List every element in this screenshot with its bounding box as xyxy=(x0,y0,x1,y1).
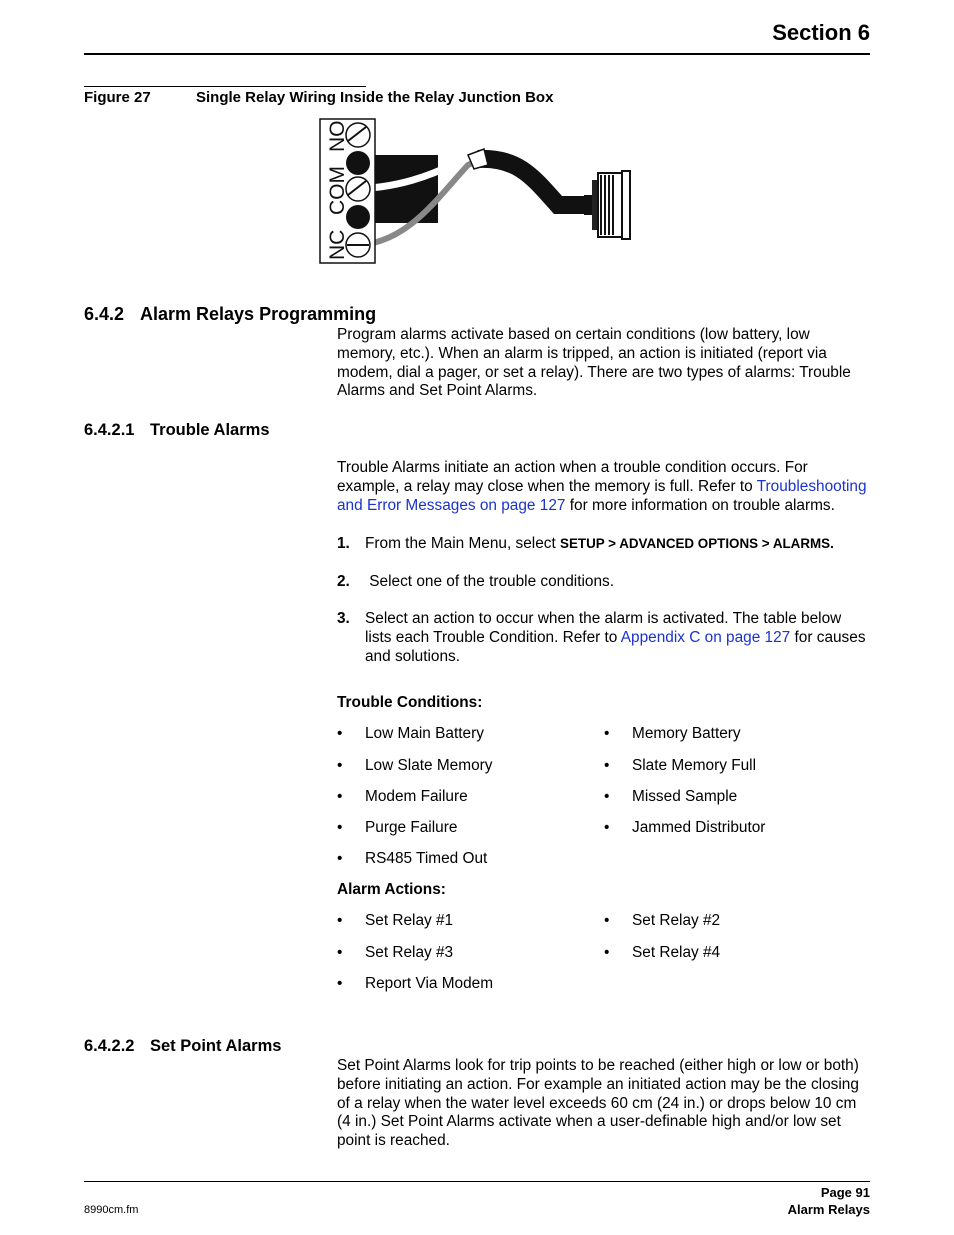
step-number: 3. xyxy=(337,610,350,627)
step-text xyxy=(365,610,870,666)
step-number: 1. xyxy=(337,535,350,552)
appendix-c-link[interactable]: Appendix C on page 127 xyxy=(620,628,791,646)
section-6-4-2-heading xyxy=(84,304,376,325)
bullet-icon: • xyxy=(604,757,610,774)
section-heading: Section 6 xyxy=(772,20,870,45)
bullet-icon: • xyxy=(337,757,343,774)
heading-number: 6.4.2.2 xyxy=(84,1037,135,1055)
trouble-condition-item-label: Memory Battery xyxy=(632,725,741,742)
text: Trouble Alarms initiate an action when a trouble condition occurs. For example, a relay may close when the memory is full. Refer to xyxy=(337,459,808,495)
trouble-condition-item-label: Low Slate Memory xyxy=(365,757,493,774)
text: Select an action to occur when the alarm is activated. The table below lists each Trouble Condition. Refer to xyxy=(365,610,842,646)
trouble-condition-item-label: Modem Failure xyxy=(365,788,468,805)
figure-caption xyxy=(84,89,553,106)
bullet-icon: • xyxy=(337,912,343,929)
page-number: Page 91 xyxy=(820,1185,870,1200)
bullet-icon: • xyxy=(337,850,343,867)
bullet-icon: • xyxy=(604,912,610,929)
terminal-hole-icon xyxy=(346,151,370,175)
figure-number: Figure 27 xyxy=(84,89,151,106)
heading-title: Alarm Relays Programming xyxy=(140,304,377,324)
trouble-condition-item-label: Low Main Battery xyxy=(365,725,484,742)
bullet-icon: • xyxy=(337,788,343,805)
alarm-action-item-label: Report Via Modem xyxy=(365,975,494,992)
figure-rule xyxy=(84,86,366,87)
bullet-icon: • xyxy=(337,975,343,992)
bullet-icon: • xyxy=(604,819,610,836)
trouble-condition-item-label: Slate Memory Full xyxy=(632,757,757,774)
terminal-hole-icon xyxy=(346,205,370,229)
trouble-condition-item-label: Purge Failure xyxy=(365,819,458,836)
cable xyxy=(478,159,590,205)
text: for causes and solutions. xyxy=(365,628,866,665)
figure-title: Single Relay Wiring Inside the Relay Junction Box xyxy=(196,89,554,106)
screw-no-icon xyxy=(346,123,370,147)
trouble-conditions-label: Trouble Conditions: xyxy=(337,694,483,711)
alarm-action-item-label: Set Relay #2 xyxy=(632,912,721,929)
heading-number: 6.4.2 xyxy=(84,304,125,324)
text: From the Main Menu, select xyxy=(365,535,561,552)
label-com: COM xyxy=(326,166,349,215)
footer-section: Alarm Relays xyxy=(787,1202,870,1217)
trouble-condition-item-label: RS485 Timed Out xyxy=(365,850,488,867)
alarm-relays-paragraph: Program alarms activate based on certain conditions (low battery, low memory, etc.). When an alarm is tripped, an action is initiated (report via modem, dial a pager, or set a relay). There are two types of alarms: Trouble Alarms and Set Point Alarms. xyxy=(337,326,851,400)
text: for more information on trouble alarms. xyxy=(565,496,835,514)
heading-title: Trouble Alarms xyxy=(150,421,270,439)
cable-gland xyxy=(584,171,630,239)
bullet-icon: • xyxy=(604,788,610,805)
footer-filename: 8990cm.fm xyxy=(84,1204,139,1216)
trouble-alarms-paragraph xyxy=(337,459,870,515)
section-6-4-2-1-heading xyxy=(84,421,270,440)
footer-rule xyxy=(84,1181,870,1182)
trouble-condition-item-label: Missed Sample xyxy=(632,788,738,805)
relay-wiring-figure xyxy=(318,117,636,267)
screw-com-icon xyxy=(346,177,370,201)
menu-path: SETUP > ADVANCED OPTIONS > ALARMS. xyxy=(560,536,834,551)
step-number: 2. xyxy=(337,573,350,590)
bullet-icon: • xyxy=(604,944,610,961)
step-text: Select one of the trouble conditions. xyxy=(365,573,614,590)
header-rule xyxy=(84,53,870,55)
trouble-condition-item-label: Jammed Distributor xyxy=(632,819,766,836)
alarm-actions-label: Alarm Actions: xyxy=(337,881,446,898)
bullet-icon: • xyxy=(337,944,343,961)
bullet-icon: • xyxy=(337,725,343,742)
heading-title: Set Point Alarms xyxy=(150,1037,282,1055)
set-point-alarms-paragraph: Set Point Alarms look for trip points to be reached (either high or low or both) before initiating an action. For example an initiated action may be the closing of a relay when the water level exceeds 60 cm (24 in.) or drops below 10 cm (4 in.) Set Point Alarms activate when a user-definable high and/or low set point is reached. xyxy=(337,1057,859,1150)
section-6-4-2-2-heading xyxy=(84,1037,281,1056)
alarm-action-item-label: Set Relay #3 xyxy=(365,944,454,961)
alarm-action-item-label: Set Relay #4 xyxy=(632,944,721,961)
alarm-action-item-label: Set Relay #1 xyxy=(365,912,454,929)
troubleshooting-link[interactable]: Troubleshooting and Error Messages on page 127 xyxy=(337,477,867,514)
step-text xyxy=(365,535,870,554)
label-no: NO xyxy=(326,120,349,152)
heading-number: 6.4.2.1 xyxy=(84,421,135,439)
label-nc: NC xyxy=(326,229,349,260)
bullet-icon: • xyxy=(337,819,343,836)
bullet-icon: • xyxy=(604,725,610,742)
